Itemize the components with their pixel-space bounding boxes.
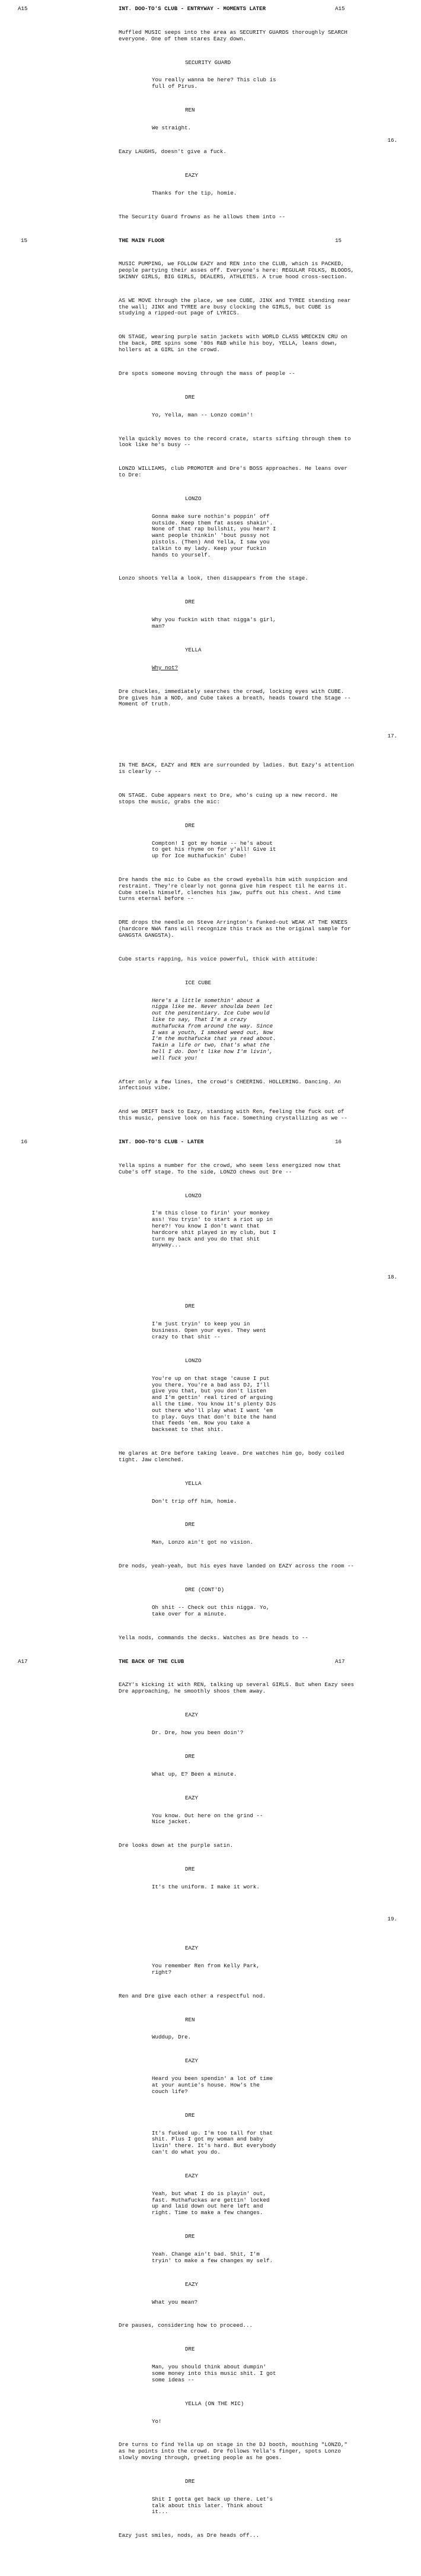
scene-number-right: 16	[335, 1138, 342, 1146]
character-name: REN	[185, 2016, 195, 2023]
scene-number-right: A15	[335, 5, 345, 12]
dialogue-line: Heard you been spendin' a lot of time at your auntie's house. How's the couch life?	[152, 2075, 276, 2095]
action-line: Dre looks down at the purple satin.	[119, 1842, 233, 1849]
character-name: DRE	[185, 1753, 195, 1760]
dialogue-line: I'm this close to firin' your monkey ass! You tryin' to start a riot up in here?! You know I don't want that hardcore shit played in my club, but I turn my back and you do that shit anyway...	[152, 1210, 280, 1249]
character-name: DRE	[185, 1521, 195, 1528]
character-name: EAZY	[185, 2281, 199, 2288]
action-line: Dre spots someone moving through the mass of people --	[119, 370, 295, 377]
action-line: ON STAGE, wearing purple satin jackets with WORLD CLASS WRECKIN CRU on the back, DRE spins some '80s R&B while his boy, YELLA, leans down, hollers at a GIRL in the crowd.	[119, 333, 351, 353]
scene-heading	[18, 1658, 356, 1665]
action-line: Dre chuckles, immediately searches the crowd, locking eyes with CUBE. Dre gives him a NOD, and Cube takes a breath, heads toward the Stage -- Moment of truth.	[119, 688, 354, 708]
action-line: Yella spins a number for the crowd, who seem less energized now that Cube's off stage. To the side, LONZO chews out Dre --	[119, 1162, 345, 1175]
character-name: DRE	[185, 1303, 195, 1310]
scene-heading	[21, 237, 356, 244]
action-line: After only a few lines, the crowd's CHEERING. HOLLERING. Dancing. An infectious vibe.	[119, 1078, 345, 1092]
character-name: LONZO	[185, 1192, 202, 1199]
action-line: Eazy LAUGHS, doesn't give a fuck.	[119, 148, 227, 155]
character-name: DRE (CONT'D)	[185, 1586, 225, 1594]
character-name: YELLA	[185, 646, 202, 653]
page-number: 17.	[387, 733, 397, 740]
dialogue-line: It's the uniform. I make it work.	[152, 1884, 260, 1891]
dialogue-line: Man, you should think about dumpin' some money into this music shit. I got some ideas --	[152, 2364, 280, 2383]
character-name: LONZO	[185, 495, 202, 502]
character-name: EAZY	[185, 2172, 199, 2179]
scene-heading-text: INT. DOO-TO'S CLUB - ENTRYWAY - MOMENTS LATER	[119, 5, 266, 12]
dialogue-line: Wuddup, Dre.	[152, 2034, 192, 2041]
action-line: IN THE BACK, EAZY and REN are surrounded by ladies. But Eazy's attention is clearly --	[119, 762, 358, 775]
action-line: AS WE MOVE through the place, we see CUBE, JINX and TYREE standing near the wall; JINX and TYREE are busy clocking the GIRLS, but CUBE is studying a ripped-out page of LYRICS.	[119, 297, 354, 317]
dialogue-line: Compton! I got my homie -- he's about to get his rhyme on for y'all! Give it up for Ice muthafuckin' Cube!	[152, 839, 280, 860]
character-name: EAZY	[185, 1794, 199, 1801]
character-name: YELLA (ON THE MIC)	[185, 2400, 244, 2407]
character-name: EAZY	[185, 2057, 199, 2065]
scene-heading-text: THE MAIN FLOOR	[119, 237, 165, 244]
action-line: The Security Guard frowns as he allows them into --	[119, 213, 286, 220]
action-line: Yella nods, commands the decks. Watches as Dre heads to --	[119, 1634, 308, 1641]
character-name: YELLA	[185, 1480, 202, 1487]
page-number: 16.	[387, 137, 397, 144]
dialogue-line: Don't trip off him, homie.	[152, 1497, 237, 1505]
dialogue-line: Why not?	[152, 664, 178, 671]
scene-number-left: A17	[18, 1658, 28, 1665]
dialogue-line: Yo, Yella, man -- Lonzo comin'!	[152, 411, 253, 418]
action-line: And we DRIFT back to Eazy, standing with Ren, feeling the fuck out of this music, pensive look on his face. Something crystallizing as we --	[119, 1108, 347, 1122]
dialogue-line: Yo!	[152, 2418, 162, 2425]
page-break	[119, 725, 397, 751]
character-name: DRE	[185, 2111, 195, 2119]
action-line: MUSIC PUMPING, we FOLLOW EAZY and REN into the CLUB, which is PACKED, people partying their asses off. Everyone's here: REGULAR FOLKS, BLOODS, SKINNY GIRLS, BIG GIRLS, DEALERS, ATHLETES. A true hood cross-section.	[119, 260, 358, 280]
action-line: Cube starts rapping, his voice powerful, thick with attitude:	[119, 955, 318, 962]
action-line: Dre pauses, considering how to proceed...	[119, 2322, 253, 2329]
dialogue-line: You know. Out here on the grind -- Nice jacket.	[152, 1812, 266, 1826]
dialogue-line: Why you fuckin with that nigga's girl, man?	[152, 616, 280, 630]
action-line: Eazy just smiles, nods, as Dre heads off...	[119, 2532, 260, 2539]
page-break	[119, 1908, 397, 1934]
character-name: DRE	[185, 822, 195, 829]
action-line: Dre hands the mic to Cube as the crowd eyeballs him with suspicion and restraint. They're clearly not gonna give him respect til he earns it. Cube steels himself, clenches his jaw, puffs out his chest. And time turns eternal before --	[119, 876, 351, 902]
action-line: DRE drops the needle on Steve Arrington's funked-out WEAK AT THE KNEES (hardcore NWA fans will recognize this track as the original sample for GANGSTA GANGSTA).	[119, 919, 354, 939]
character-name: SECURITY GUARD	[185, 59, 231, 66]
dialogue-line: Oh shit -- Check out this nigga. Yo, take over for a minute.	[152, 1604, 273, 1617]
character-name: EAZY	[185, 1945, 199, 1952]
dialogue-line: Man, Lonzo ain't got no vision.	[152, 1539, 253, 1546]
scene-number-left: 16	[21, 1138, 28, 1146]
character-name: DRE	[185, 599, 195, 606]
action-line: Dre nods, yeah-yeah, but his eyes have landed on EAZY across the room --	[119, 1563, 354, 1570]
dialogue-line: It's fucked up. I'm too tall for that shit. Plus I got my woman and baby livin' there. It's hard. But everybody can't do what you do.	[152, 2129, 280, 2155]
character-name: ICE CUBE	[185, 979, 212, 986]
action-line: Muffled MUSIC seeps into the area as SECURITY GUARDS thoroughly SEARCH everyone. One of them stares Eazy down.	[119, 28, 351, 42]
character-name: LONZO	[185, 1357, 202, 1364]
character-name: DRE	[185, 2233, 195, 2240]
dialogue-line: Dr. Dre, how you been doin'?	[152, 1729, 244, 1737]
action-line: He glares at Dre before taking leave. Dre watches him go, body coiled tight. Jaw clenched.	[119, 1449, 347, 1463]
dialogue-line: Here's a little somethin' about a nigga like me. Never shoulda been let out the penitentiary. Ice Cube would like to say, That I'm a crazy muthafucka from around the way. Since I was a youth, I smoked weed out, Now I'm the muthafucka that ya read about. Takin a life or two, that's what the hell I do. Don't like how I'm livin', well fuck you!	[152, 997, 280, 1061]
dialogue-line: Yeah, but what I do is playin' out, fast. Muthafuckas are gettin' locked up and laid down out here left and right. Time to make a few changes.	[152, 2190, 273, 2216]
character-name: DRE	[185, 1866, 195, 1873]
action-line: EAZY's kicking it with REN, talking up several GIRLS. But when Eazy sees Dre approaching, he smoothly shoos them away.	[119, 1681, 358, 1695]
scene-number-left: 15	[21, 237, 28, 244]
action-line: Lonzo shoots Yella a look, then disappears from the stage.	[119, 575, 308, 582]
character-name: DRE	[185, 393, 195, 400]
dialogue-line: I'm just tryin' to keep you in business. Open your eyes. They went crazy to that shit --	[152, 1321, 270, 1340]
page-number: 18.	[387, 1274, 397, 1281]
action-line: Yella quickly moves to the record crate, starts sifting through them to look like he's busy --	[119, 435, 354, 449]
dialogue-line: Shit I gotta get back up there. Let's talk about this later. Think about it...	[152, 2495, 276, 2515]
character-name: REN	[185, 107, 195, 114]
scene-heading-text: INT. DOO-TO'S CLUB - LATER	[119, 1138, 204, 1146]
dialogue-line: Yeah. Change ain't bad. Shit, I'm tryin' to make a few changes my self.	[152, 2250, 273, 2264]
dialogue-line: You remember Ren from Kelly Park, right?	[152, 1962, 263, 1976]
action-line: LONZO WILLIAMS, club PROMOTER and Dre's BOSS approaches. He leans over to Dre:	[119, 465, 351, 478]
scene-heading	[18, 5, 356, 12]
dialogue-line: What you mean?	[152, 2298, 198, 2305]
character-name: DRE	[185, 2346, 195, 2353]
scene-number-right: 15	[335, 237, 342, 244]
dialogue-line: Gonna make sure nothin's poppin' off outside. Keep them fat asses shakin'. None of that rap bullshit, you hear? I want people thinkin' 'bout pussy not pistols. (Then) And Yella, I saw you talkin to my lady. Keep your fuckin hands to yourself.	[152, 513, 280, 558]
scene-heading	[21, 1138, 356, 1146]
dialogue-line: We straight.	[152, 125, 192, 132]
scene-number-left: A15	[18, 5, 28, 12]
character-name: EAZY	[185, 1712, 199, 1719]
action-line: Dre turns to find Yella up on stage in the DJ booth, mouthing "LONZO," as he points into the crowd. Dre follows Yella's finger, spots Lonzo slowly moving through, greeting people as he goes.	[119, 2441, 351, 2461]
page-break	[119, 1266, 397, 1292]
character-name: EAZY	[185, 171, 199, 179]
action-line: ON STAGE. Cube appears next to Dre, who's cuing up a new record. He stops the music, grabs the mic:	[119, 791, 341, 805]
dialogue-line: You really wanna be here? This club is full of Pirus.	[152, 77, 280, 90]
page-number: 19.	[387, 1915, 397, 1922]
dialogue-line: You're up on that stage 'cause I put you there. You're a bad ass DJ, I'll give you that, but you don't listen and I'm gettin' real tired of arguing all the time. You know it's plenty DJs out there who'll play what I want 'em to play. Guys that don't bite the hand that feeds 'em. Now you take a backseat to that shit.	[152, 1375, 280, 1433]
character-name: DRE	[185, 2478, 195, 2485]
action-line: Ren and Dre give each other a respectful nod.	[119, 1992, 266, 1999]
dialogue-line: Thanks for the tip, homie.	[152, 189, 237, 196]
scene-number-right: A17	[335, 1658, 345, 1665]
scene-heading-text: THE BACK OF THE CLUB	[119, 1658, 184, 1665]
dialogue-line: What up, E? Been a minute.	[152, 1770, 237, 1777]
